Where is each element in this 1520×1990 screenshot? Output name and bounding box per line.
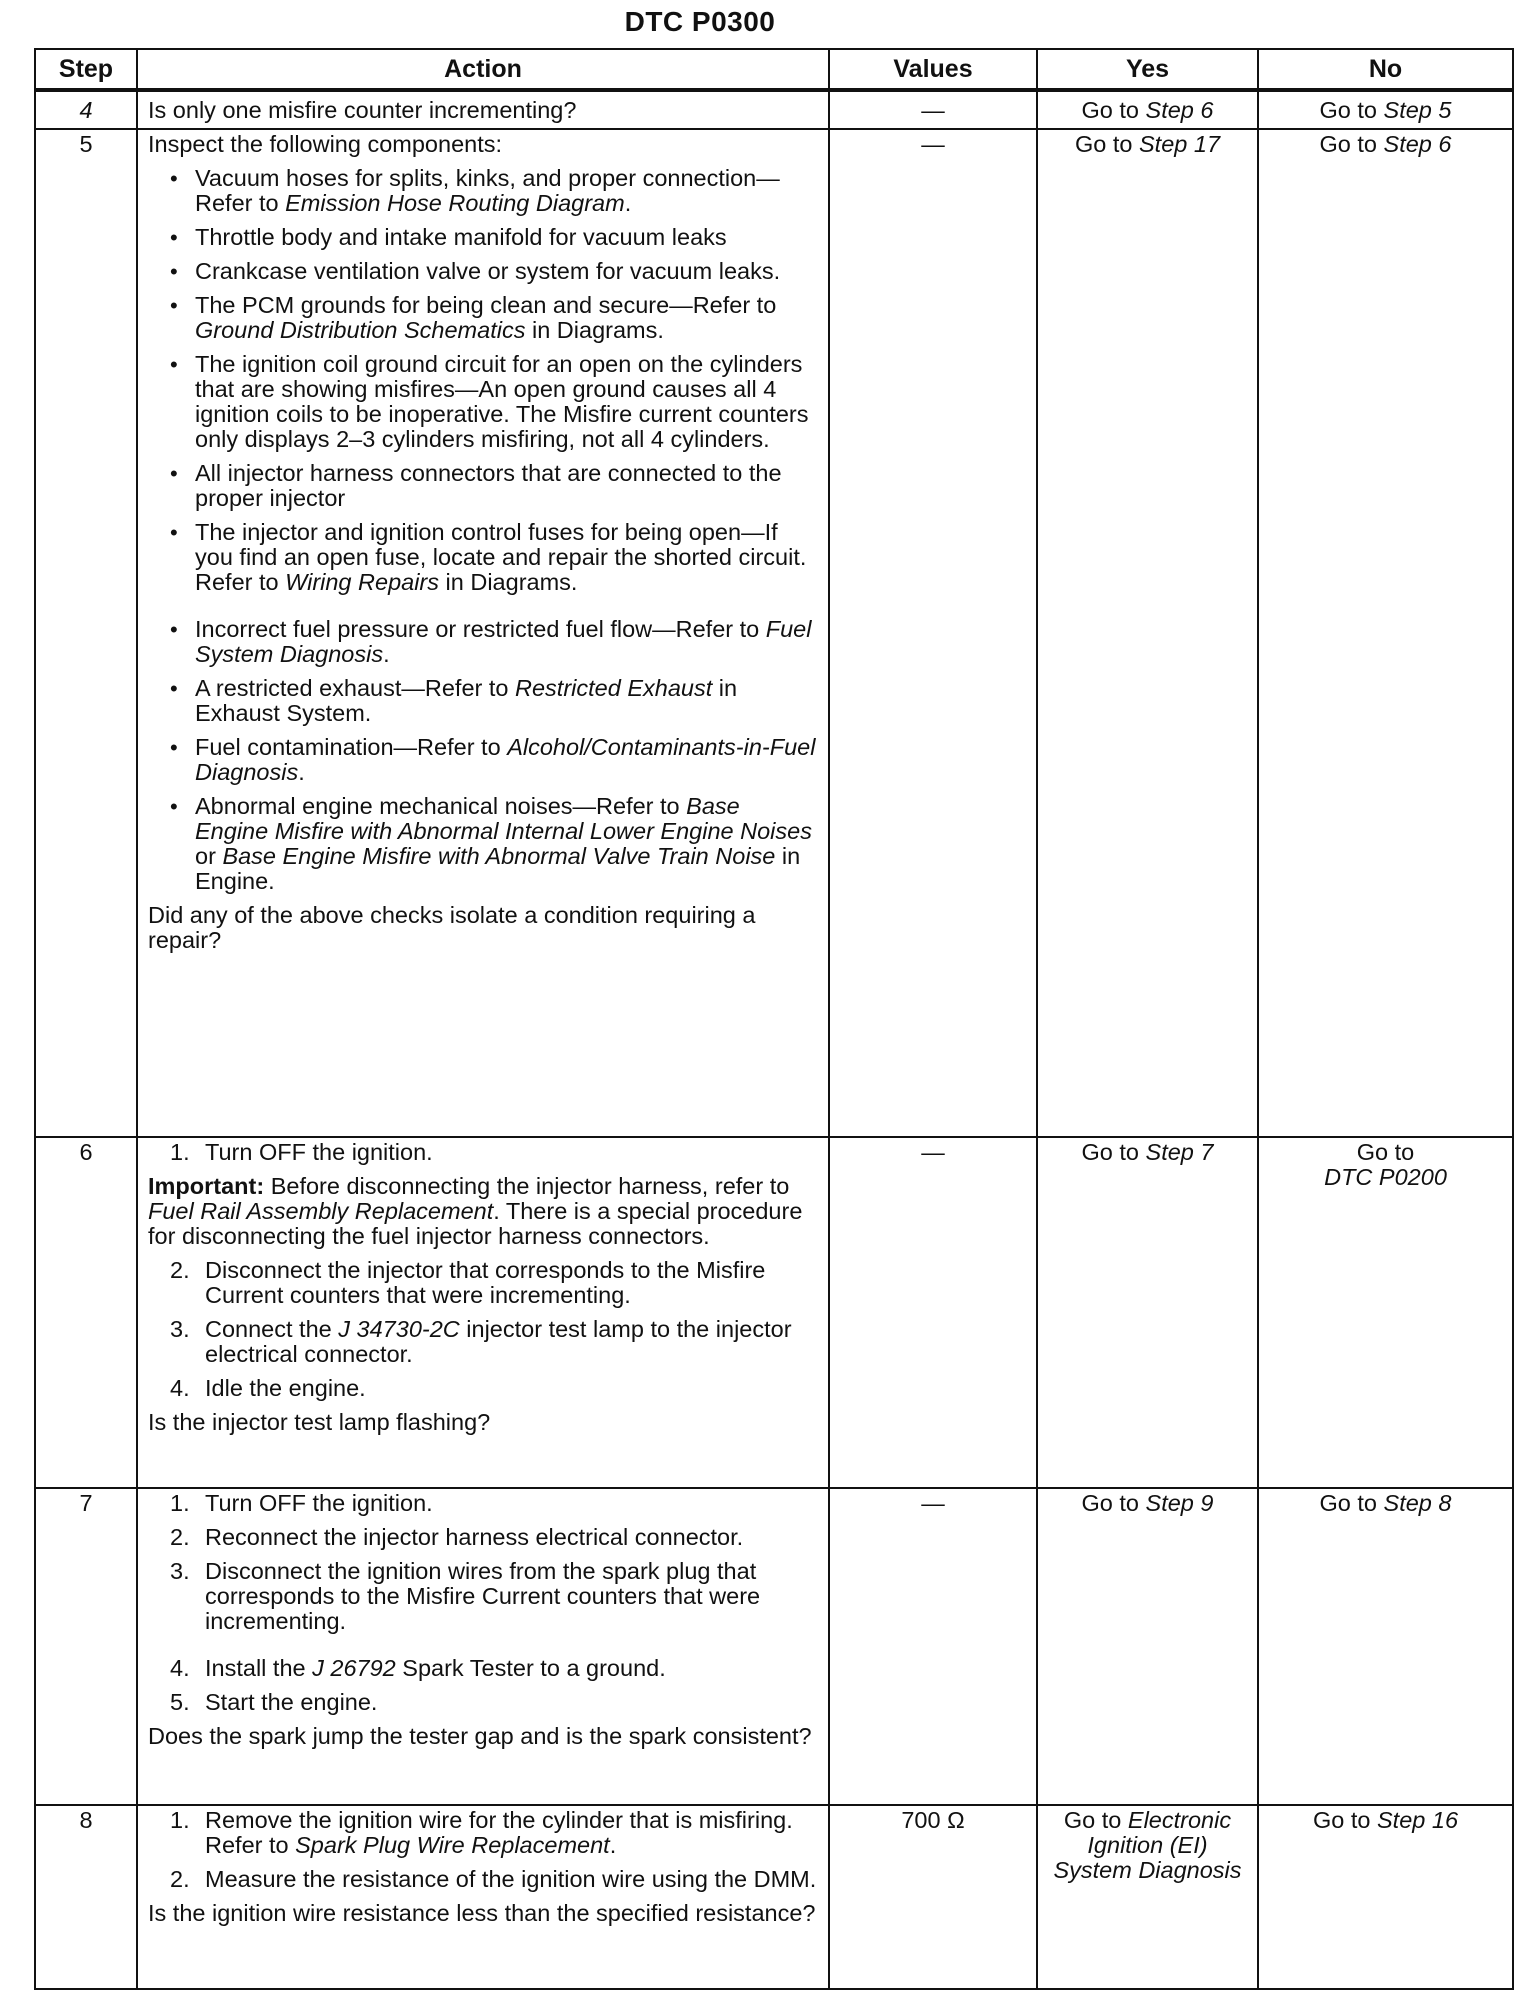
action-cell [137, 129, 829, 1137]
question-text: Is the injector test lamp flashing? [148, 1409, 491, 1435]
no-dtc-reference: DTC P0200 [1324, 1164, 1447, 1190]
list-item: 1. Turn OFF the ignition. [170, 1490, 433, 1516]
step-number [35, 90, 137, 129]
procedure-list [148, 1140, 818, 1165]
cross-reference: Fuel System Diagnosis [195, 616, 812, 667]
list-item: 1. Remove the ignition wire for the cylinder that is misfiring. Refer to Spark Plug Wire Replacement. [170, 1807, 793, 1858]
go-to-label: Go to [1081, 96, 1139, 123]
list-item: • Vacuum hoses for splits, kinks, and proper connection—Refer to Emission Hose Routing Diagram. [148, 166, 818, 216]
cross-reference: Base Engine Misfire with Abnormal Valve Train Noise [222, 843, 776, 869]
list-item: 2. Disconnect the injector that corresponds to the Misfire Current counters that were incrementing. [170, 1257, 766, 1308]
list-item: 3. Disconnect the ignition wires from the spark plug that corresponds to the Misfire Current counters that were incrementing. [170, 1558, 761, 1634]
list-item: 2. Reconnect the injector harness electrical connector. [170, 1524, 744, 1550]
step-number-text: 4 [79, 96, 93, 123]
question-text: Does the spark jump the tester gap and is the spark consistent? [148, 1723, 812, 1749]
no-cell [1258, 1488, 1513, 1805]
table-row [35, 1137, 1513, 1488]
go-to-label: Go to [1063, 1807, 1122, 1833]
header-action: Action [137, 49, 829, 90]
no-cell [1258, 129, 1513, 1137]
cross-reference: Emission Hose Routing Diagram [285, 190, 625, 216]
values-cell: — [829, 1137, 1037, 1488]
values-cell: — [829, 129, 1037, 1137]
cross-reference: Base Engine Misfire with Abnormal Internal Lower Engine Noises [195, 793, 812, 844]
table-header-row [35, 49, 1513, 90]
go-to-label: Go to [1319, 96, 1377, 123]
list-item: • The PCM grounds for being clean and secure—Refer to Ground Distribution Schematics in Diagrams. [148, 293, 818, 343]
yes-step-reference: Step 17 [1139, 131, 1221, 157]
important-label: Important: [148, 1173, 265, 1199]
cross-reference: Ground Distribution Schematics [195, 317, 526, 343]
action-cell [137, 1805, 829, 1989]
step-number: 6 [35, 1137, 137, 1488]
header-no: No [1258, 49, 1513, 90]
header-values: Values [829, 49, 1037, 90]
tool-reference: J 34730-2C [338, 1316, 460, 1342]
no-cell [1258, 1805, 1513, 1989]
cross-reference: Wiring Repairs [285, 569, 440, 595]
table-row [35, 1805, 1513, 1989]
yes-cell [1037, 1805, 1258, 1989]
header-step: Step [35, 49, 137, 90]
cross-reference: Restricted Exhaust [515, 675, 713, 701]
list-item: 4. Idle the engine. [170, 1375, 366, 1401]
go-to-label: Go to [1081, 1139, 1139, 1165]
tool-reference: J 26792 [312, 1655, 396, 1681]
values-cell: — [829, 1488, 1037, 1805]
important-note: Important: Before disconnecting the injector harness, refer to Fuel Rail Assembly Replacement. There is a special procedure for disconnecting the fuel injector harness connectors. [148, 1173, 803, 1249]
list-item: • Incorrect fuel pressure or restricted fuel flow—Refer to Fuel System Diagnosis. [148, 617, 818, 667]
resistance-value: 700 Ω [829, 1805, 1037, 1989]
go-to-label: Go to [1356, 1139, 1415, 1165]
yes-cell [1037, 1488, 1258, 1805]
intro-text: Inspect the following components: [148, 131, 503, 157]
no-step-reference: Step 8 [1383, 1490, 1452, 1516]
list-item: 5. Start the engine. [170, 1689, 378, 1715]
list-item: • The ignition coil ground circuit for an open on the cylinders that are showing misfires—An open ground causes all 4 ignition coils to be inoperative. The Misfire current counters only displays 2–3 cylinders misfiring, not all 4 cylinders. [148, 352, 818, 452]
list-item: • Throttle body and intake manifold for vacuum leaks [148, 225, 818, 250]
action-cell [137, 90, 829, 129]
list-item: • Abnormal engine mechanical noises—Refer to Base Engine Misfire with Abnormal Internal Lower Engine Noises or Base Engine Misfire with Abnormal Valve Train Noise in Engine. [148, 794, 818, 894]
cross-reference: Fuel Rail Assembly Replacement [148, 1198, 494, 1224]
step-number: 5 [35, 129, 137, 1137]
go-to-label: Go to [1081, 1490, 1139, 1516]
yes-diagnosis-reference: Electronic Ignition (EI) System Diagnosis [1053, 1807, 1242, 1883]
go-to-label: Go to [1074, 131, 1133, 157]
diagnostic-table [34, 48, 1514, 1990]
yes-step-reference: Step 6 [1145, 96, 1214, 123]
question-text: Did any of the above checks isolate a condition requiring a repair? [148, 902, 756, 953]
no-step-reference: Step 16 [1377, 1807, 1459, 1833]
question-text: Is the ignition wire resistance less than the specified resistance? [148, 1900, 816, 1926]
list-item: • All injector harness connectors that are connected to the proper injector [148, 461, 818, 511]
step-number: 8 [35, 1805, 137, 1989]
go-to-label: Go to [1312, 1807, 1371, 1833]
list-item: • Crankcase ventilation valve or system for vacuum leaks. [148, 259, 818, 284]
list-item: • The injector and ignition control fuses for being open—If you find an open fuse, locate and repair the shorted circuit. Refer to Wiring Repairs in Diagrams. [148, 520, 818, 595]
step-number: 7 [35, 1488, 137, 1805]
cross-reference: Spark Plug Wire Replacement [295, 1832, 610, 1858]
table-row [35, 129, 1513, 1137]
yes-cell [1037, 90, 1258, 129]
list-item: 4. Install the J 26792 Spark Tester to a ground. [170, 1655, 666, 1681]
action-cell [137, 1488, 829, 1805]
yes-step-reference: Step 7 [1145, 1139, 1214, 1165]
list-item: 3. Connect the J 34730-2C injector test lamp to the injector electrical connector. [170, 1316, 792, 1367]
go-to-label: Go to [1319, 1490, 1377, 1516]
no-cell [1258, 1137, 1513, 1488]
list-item: • A restricted exhaust—Refer to Restricted Exhaust in Exhaust System. [148, 676, 818, 726]
table-row [35, 1488, 1513, 1805]
procedure-list [148, 1258, 818, 1401]
document-title: DTC P0300 [624, 6, 776, 37]
cross-reference: Alcohol/Contaminants-in-Fuel Diagnosis [195, 734, 816, 785]
action-cell [137, 1137, 829, 1488]
no-cell [1258, 90, 1513, 129]
yes-step-reference: Step 9 [1145, 1490, 1214, 1516]
yes-cell [1037, 1137, 1258, 1488]
no-step-reference: Step 6 [1383, 131, 1452, 157]
procedure-list [148, 1491, 818, 1715]
question-text: Is only one misfire counter incrementing? [148, 96, 577, 123]
list-item: 2. Measure the resistance of the ignition wire using the DMM. [170, 1866, 817, 1892]
no-step-reference: Step 5 [1383, 96, 1452, 123]
procedure-list [148, 1808, 818, 1892]
header-yes: Yes [1037, 49, 1258, 90]
values-cell: — [829, 90, 1037, 129]
list-item: • Fuel contamination—Refer to Alcohol/Contaminants-in-Fuel Diagnosis. [148, 735, 818, 785]
go-to-label: Go to [1319, 131, 1377, 157]
component-list [148, 166, 818, 894]
table-row [35, 90, 1513, 129]
yes-cell [1037, 129, 1258, 1137]
list-item: 1. Turn OFF the ignition. [170, 1139, 433, 1165]
